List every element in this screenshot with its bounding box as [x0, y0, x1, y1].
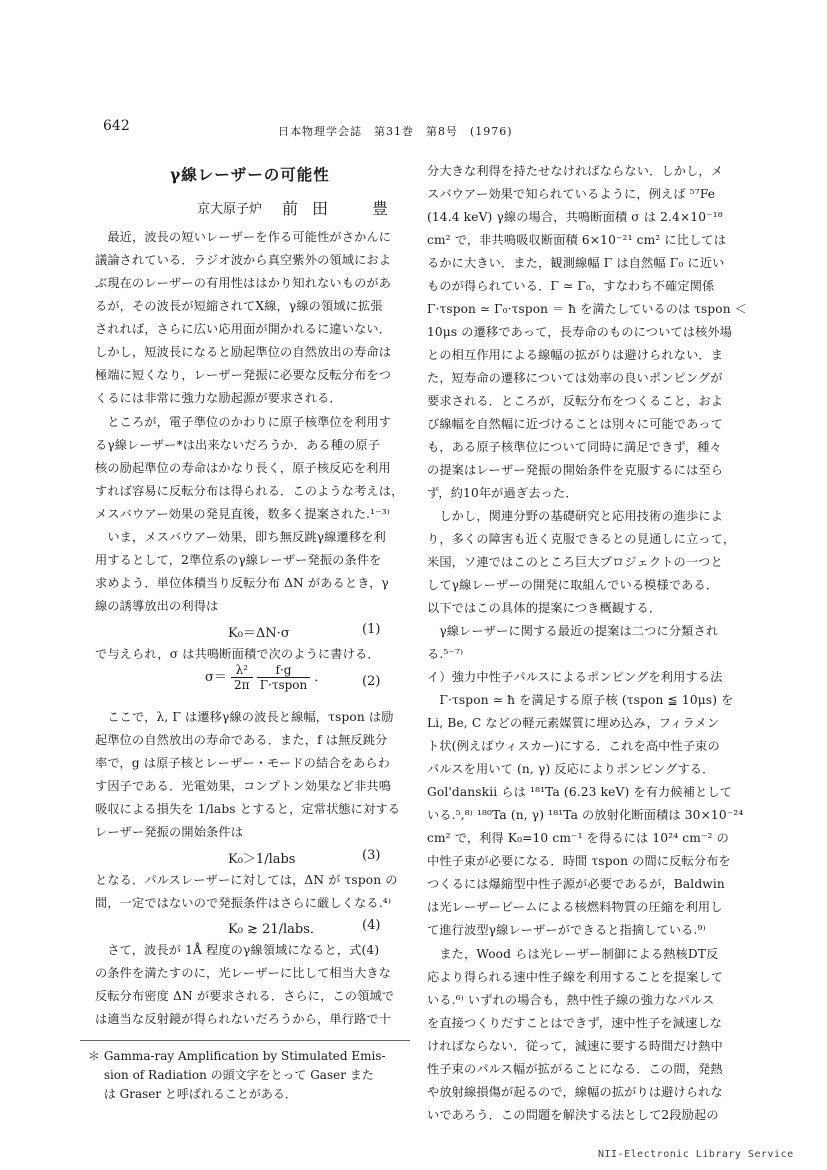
text-line: されれば，さらに広い応用面が開かれるに違いない． [95, 322, 392, 336]
text-line: ところが，電子準位のかわりに原子核準位を利用す [95, 415, 392, 429]
text-line: 中性子束が必要になる．時間 τspon の間に反転分布を [427, 854, 731, 868]
text-line: パルスを用いて (n, γ) 反応によりポンピングする． [427, 762, 715, 776]
equation-2-numerator-a: λ² [231, 663, 253, 678]
text-line: 反転分布密度 ΔN が要求される．さらに，この領域で [95, 989, 395, 1003]
text-line: ト状(例えばウィスカー)にする．これを高中性子束の [427, 739, 720, 753]
text-line: しかし，短波長になると励起準位の自然放出の寿命は [95, 345, 392, 359]
text-line: 求めよう．単位体積当り反転分布 ΔN があるとき，γ [95, 576, 389, 590]
equation-2-tail: ． [314, 670, 328, 685]
equation-2-fraction-b [257, 663, 311, 692]
text-line: る.⁵⁻⁷⁾ [427, 647, 464, 661]
article-title: γ線レーザーの可能性 [170, 165, 330, 184]
text-line: いであろう．この問題を解決する法として2段励起の [427, 1108, 719, 1122]
text-line: cm² で，非共鳴吸収断面積 6×10⁻²¹ cm² に比しては [427, 233, 727, 247]
text-line: るが，その波長が短縮されてX線，γ線の領域に拡張 [95, 299, 383, 313]
text-line: 米国，ソ連ではこのところ巨大プロジェクトの一つと [427, 555, 723, 569]
text-line: るγ線レーザー*は出来ないだろうか．ある種の原子 [95, 438, 381, 452]
text-line: 率で，g は原子核とレーザー・モードの結合をあらわ [95, 756, 391, 770]
equation-1-number: (1) [362, 622, 381, 637]
text-line: るかに大きい．また，観測線幅 Γ は自然幅 Γ₀ に近い [427, 256, 725, 270]
text-line: ず，約10年が過ぎ去った． [427, 486, 578, 500]
text-line: Li, Be, C などの軽元素媒質に埋め込み，フィラメン [427, 716, 720, 730]
text-line: 起準位の自然放出の寿命である．また，f は無反跳分 [95, 733, 388, 747]
text-line: となる．パルスレーザーに対しては，ΔN が τspon の [95, 873, 398, 887]
text-line: 以下ではこの具体的提案につき概観する． [427, 601, 662, 615]
text-line: び線幅を自然幅に近づけることは別々に可能であって [427, 417, 723, 431]
equation-1: K₀＝ΔN·σ [228, 626, 290, 641]
equation-2-number: (2) [362, 674, 381, 689]
text-line: ものが得られている．Γ ≃ Γ₀，すなわち不確定関係 [427, 279, 715, 293]
author-name: 前田 豊 [282, 199, 403, 218]
page-number: 642 [103, 118, 130, 134]
text-line: て進行波型γ線レーザーができると指摘している.⁹⁾ [427, 923, 706, 937]
text-line: ければならない．従って，減速に要する時間だけ熱中 [427, 1039, 723, 1053]
text-line: 議論されている．ラジオ波から真空紫外の領域におよ [95, 253, 392, 267]
text-line: も，ある原子核準位について同時に満足できず，種々 [427, 440, 722, 454]
equation-3-number: (3) [362, 848, 381, 863]
footnote-line: ＊ Gamma-ray Amplification by Stimulated Emis- [88, 1049, 386, 1063]
equation-4: K₀ ≳ 21/labs． [228, 922, 323, 937]
text-line: くるには非常に強力な励起源が要求される． [95, 391, 342, 405]
text-line: cm² で，利得 K₀=10 cm⁻¹ を得るには 10²⁴ cm⁻² の [427, 831, 729, 845]
library-watermark: NII-Electronic Library Service [598, 1149, 794, 1160]
text-line: また，Wood らは光レーザー制御による熱核DT反 [427, 947, 719, 961]
text-line: 要求される．ところが，反転分布をつくること，およ [427, 394, 724, 408]
text-line: の条件を満たすのに，光レーザーに比して相当大きな [95, 966, 392, 980]
text-line: いま，メスバウアー効果，即ち無反跳γ線遷移を利 [95, 530, 386, 544]
text-line: ここで，λ, Γ は遷移γ線の波長と線幅，τspon は励 [95, 710, 394, 724]
text-line: Γ·τspon ≃ ħ を満足する原子核 (τspon ≦ 10μs) を [427, 693, 734, 707]
text-line: してγ線レーザーの開発に取組んでいる模様である． [427, 578, 719, 592]
text-line: イ）強力中性子パルスによるポンピングを利用する法 [427, 670, 723, 684]
text-line: 極端に短くなり，レーザー発振に必要な反転分布をつ [95, 368, 392, 382]
text-line: つくるには爆縮型中性子源が必要であるが，Baldwin [427, 877, 725, 891]
text-line: 応より得られる速中性子線を利用することを提案して [427, 970, 724, 984]
footnote-rule [80, 1040, 410, 1041]
text-line: 分大きな利得を持たせなければならない．しかし，メ [427, 164, 724, 178]
footnote-line: は Graser と呼ばれることがある． [88, 1087, 297, 1101]
text-line: との相互作用による線幅の拡がりは避けられない．ま [427, 348, 724, 362]
text-line: た，短寿命の遷移については効率の良いポンピングが [427, 371, 723, 385]
text-line: すれば容易に反転分布は得られる．このような考えは， [95, 484, 404, 498]
equation-3: K₀＞1/labs [228, 852, 296, 867]
text-line: は適当な反射鏡が得られないだろうから，単行路で十 [95, 1012, 392, 1026]
text-line: 吸収による損失を 1/labs とすると，定常状態に対する [95, 802, 401, 816]
text-line: す因子である．光電効果，コンプトン効果など非共鳴 [95, 779, 392, 793]
text-line: いる.⁵,⁸⁾ ¹⁸⁰Ta (n, γ) ¹⁸¹Ta の放射化断面積は 30×10⁻²⁴ [427, 808, 744, 822]
equation-2-fraction-a [231, 663, 253, 692]
text-line: (14.4 keV) γ線の場合，共鳴断面積 σ は 2.4×10⁻¹⁸ [427, 210, 723, 224]
text-line: 性子束のパルス幅が拡がることになる．この間，発熱 [427, 1062, 723, 1076]
equation-4-number: (4) [362, 918, 381, 933]
text-line: 10μs の遷移であって，長寿命のものについては核外場 [427, 325, 733, 339]
text-line: スバウアー効果で知られているように，例えば ⁵⁷Fe [427, 187, 716, 201]
text-line: の提案はレーザー発振の開始条件を克服するには至ら [427, 463, 724, 477]
footnote-line: sion of Radiation の頭文字をとって Gaser また [88, 1068, 374, 1082]
text-line: 用するとして，2準位系のγ線レーザー発振の条件を [95, 553, 382, 567]
text-line: 間，一定ではないので発振条件はさらに厳しくなる.⁴⁾ [95, 896, 391, 910]
text-line: を直接つくりだすことはできず，速中性子を減速しな [427, 1016, 723, 1030]
author-affiliation: 京大原子炉 [197, 202, 263, 217]
text-line: さて，波長が 1Å 程度のγ線領域になると，式(4) [95, 943, 380, 957]
text-line: や放射線損傷が起るので，線幅の拡がりは避けられな [427, 1085, 723, 1099]
equation-2-denominator-b: Γ·τspon [259, 678, 308, 692]
equation-2-numerator-b: f·g [257, 663, 311, 678]
equation-2 [205, 663, 327, 692]
text-line: いる.⁶⁾ いずれの場合も，熱中性子線の強力なパルス [427, 993, 715, 1007]
text-line: 線の誘導放出の利得は [95, 599, 219, 613]
text-line: 最近，波長の短いレーザーを作る可能性がさかんに [95, 230, 392, 244]
text-line: で与えられ，σ は共鳴断面積で次のように書ける． [95, 647, 380, 661]
text-line: Γ·τspon ≃ Γ₀·τspon ＝ ħ を満たしているのは τspon ＜ [427, 302, 747, 316]
text-line: メスバウアー効果の発見直後，数多く提案された.¹⁻³⁾ [95, 507, 390, 521]
text-line: しかし，関連分野の基礎研究と応用技術の進歩によ [427, 509, 724, 523]
text-line: ぶ現在のレーザーの有用性ははかり知れないものがあ [95, 276, 392, 290]
text-line: Gol'danskii らは ¹⁸¹Ta (6.23 keV) を有力候補として [427, 785, 733, 799]
journal-header: 日本物理学会誌 第31巻 第8号 (1976) [278, 125, 513, 138]
equation-2-lhs: σ＝ [205, 670, 227, 685]
text-line: γ線レーザーに関する最近の提案は二つに分類され [427, 624, 719, 638]
text-line: り，多くの障害も近く克服できるとの見通しに立って， [427, 532, 736, 546]
text-line: レーザー発振の開始条件は [95, 825, 244, 839]
equation-2-denominator-a: 2π [234, 678, 250, 692]
text-line: は光レーザービームによる核燃料物質の圧縮を利用し [427, 900, 723, 914]
text-line: 核の励起準位の寿命はかなり長く，原子核反応を利用 [95, 461, 391, 475]
